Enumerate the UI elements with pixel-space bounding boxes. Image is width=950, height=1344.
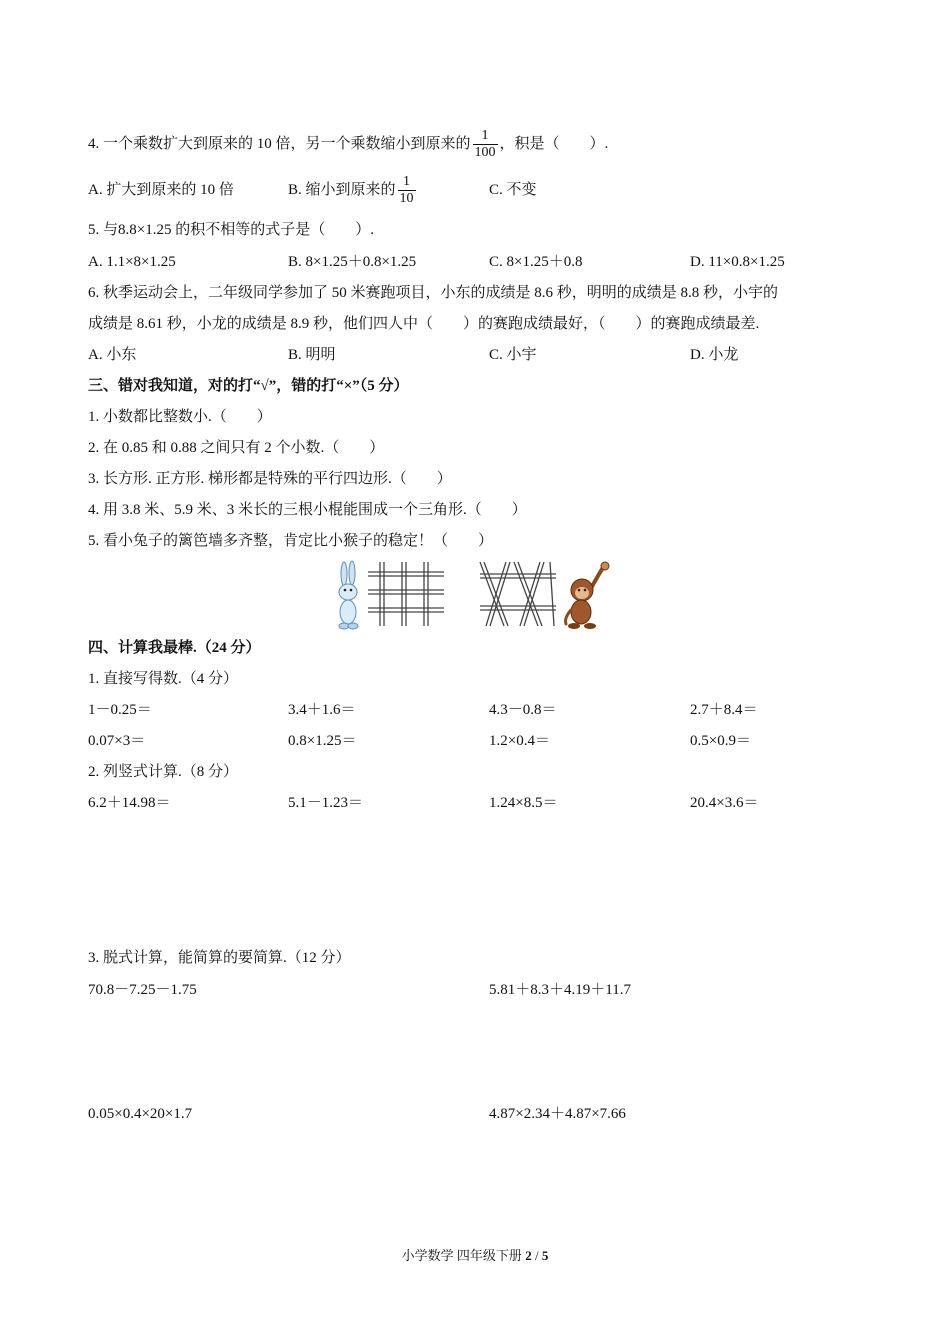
- calc2-item: 1.24×8.5＝: [489, 795, 558, 811]
- diagonal-fence-icon: [480, 562, 556, 626]
- footer-text: 小学数学 四年级下册: [401, 1248, 522, 1263]
- calc1-item: 3.4＋1.6＝: [288, 702, 356, 718]
- section3-item-3: 3. 长方形. 正方形. 梯形都是特殊的平行四边形.（ ）: [88, 471, 452, 487]
- monkey-icon: [566, 562, 609, 629]
- q4-fraction: $\frac{1}{100}$: [474, 128, 496, 160]
- section4-sub3-title: 3. 脱式计算，能简算的要简算.（12 分）: [88, 950, 351, 966]
- q4-option-b-fraction: $\frac{1}{10}$: [399, 174, 414, 206]
- q6-option-c[interactable]: C. 小宇: [489, 347, 537, 363]
- footer-total-pages: 5: [541, 1248, 549, 1263]
- q5-option-c[interactable]: C. 8×1.25＋0.8: [489, 254, 583, 270]
- section4-sub1-title: 1. 直接写得数.（4 分）: [88, 671, 239, 687]
- section3-item-4: 4. 用 3.8 米、5.9 米、3 米长的三根小棍能围成一个三角形.（ ）: [88, 502, 527, 518]
- q6-option-b[interactable]: B. 明明: [288, 347, 336, 363]
- q4-stem-after: ，积是（ ）.: [499, 135, 609, 152]
- page-footer: [0, 1247, 950, 1265]
- section3-item-1: 1. 小数都比整数小.（ ）: [88, 409, 272, 425]
- calc1-item: 1－0.25＝: [88, 702, 152, 718]
- q5-stem: 5. 与8.8×1.25 的积不相等的式子是（ ）.: [88, 222, 374, 238]
- section4-sub2-title: 2. 列竖式计算.（8 分）: [88, 764, 239, 780]
- q4-option-b[interactable]: B. 缩小到原来的 $\frac{1}{10}$: [288, 174, 414, 206]
- calc3-item: 70.8－7.25－1.75: [88, 982, 197, 998]
- section3-item-5: 5. 看小兔子的篱笆墙多齐整，肯定比小猴子的稳定！（ ）: [88, 533, 494, 549]
- calc1-item: 2.7＋8.4＝: [690, 702, 758, 718]
- q4-option-c[interactable]: C. 不变: [489, 182, 537, 198]
- calc2-item: 6.2＋14.98＝: [88, 795, 171, 811]
- section4-title: 四、计算我最棒.（24 分）: [88, 640, 261, 656]
- section3-title: 三、错对我知道，对的打“√”，错的打“×”（5 分）: [88, 378, 409, 394]
- calc2-item: 5.1－1.23＝: [288, 795, 364, 811]
- calc3-item: 4.87×2.34＋4.87×7.66: [489, 1106, 626, 1122]
- q4-option-a[interactable]: A. 扩大到原来的 10 倍: [88, 182, 234, 198]
- calc3-item: 5.81＋8.3＋4.19＋11.7: [489, 982, 631, 998]
- q5-option-a[interactable]: A. 1.1×8×1.25: [88, 254, 176, 270]
- calc1-item: 0.07×3＝: [88, 733, 146, 749]
- calc2-item: 20.4×3.6＝: [690, 795, 759, 811]
- q6-stem-line1: 6. 秋季运动会上，二年级同学参加了 50 米赛跑项目，小东的成绩是 8.6 秒，明明的成绩是 8.8 秒，小宇的: [88, 285, 779, 301]
- q6-stem-line2: 成绩是 8.61 秒，小龙的成绩是 8.9 秒，他们四人中（ ）的赛跑成绩最好，（ ）的赛跑成绩最差.: [88, 316, 760, 332]
- q6-option-a[interactable]: A. 小东: [88, 347, 137, 363]
- calc1-item: 4.3－0.8＝: [489, 702, 557, 718]
- q5-option-d[interactable]: D. 11×0.8×1.25: [690, 254, 785, 270]
- calc1-item: 0.5×0.9＝: [690, 733, 751, 749]
- q5-option-b[interactable]: B. 8×1.25＋0.8×1.25: [288, 254, 417, 270]
- q6-option-d[interactable]: D. 小龙: [690, 347, 739, 363]
- section3-item-2: 2. 在 0.85 和 0.88 之间只有 2 个小数.（ ）: [88, 440, 385, 456]
- calc3-item: 0.05×0.4×20×1.7: [88, 1106, 193, 1122]
- rabbit-fence-illustration: [328, 560, 618, 632]
- footer-page-number: 2: [525, 1248, 532, 1263]
- rabbit-icon: [339, 561, 358, 629]
- q4-stem-before: 4. 一个乘数扩大到原来的 10 倍，另一个乘数缩小到原来的: [88, 135, 471, 152]
- q4-stem: [88, 128, 608, 161]
- grid-fence-icon: [368, 562, 444, 626]
- calc1-item: 1.2×0.4＝: [489, 733, 550, 749]
- calc1-item: 0.8×1.25＝: [288, 733, 357, 749]
- footer-separator: /: [534, 1248, 539, 1263]
